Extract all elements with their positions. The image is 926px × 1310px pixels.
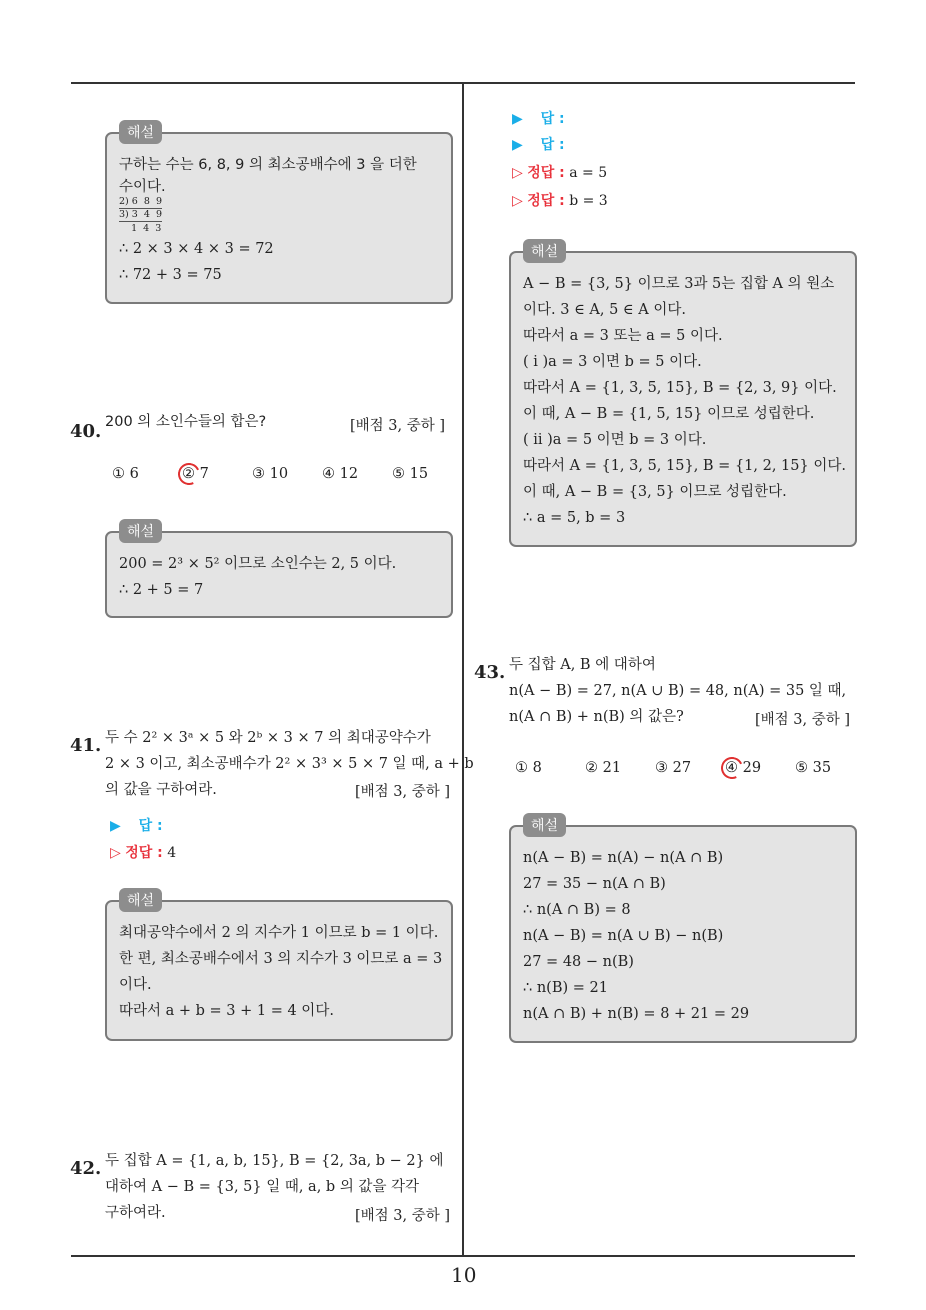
choice-1[interactable]: ① 8 — [515, 760, 542, 776]
answer-label: 답 : — [138, 818, 163, 834]
choice-1[interactable]: ① 6 — [112, 466, 139, 482]
play-triangle-icon: ▶ — [512, 111, 523, 127]
solution-line: ∴ n(B) = 21 — [523, 980, 608, 996]
solution-line: 한 편, 최소공배수에서 3 의 지수가 3 이므로 a = 3 — [119, 951, 443, 967]
q41-solution-box — [105, 893, 453, 1041]
q43-choices — [515, 760, 865, 776]
correct-answer-row — [512, 188, 608, 214]
choice-4[interactable]: ④ 12 — [322, 466, 359, 482]
solution-line: 따라서 a + b = 3 + 1 = 4 이다. — [119, 1003, 334, 1019]
correct-label: 정답 : — [527, 193, 565, 209]
question-line: n(A − B) = 27, n(A ∪ B) = 48, n(A) = 35 일 때, — [509, 683, 847, 699]
solution-tag: 해설 — [523, 239, 566, 263]
solution-line: 수이다. — [119, 179, 166, 195]
solution-line: 따라서 A = {1, 3, 5, 15}, B = {1, 2, 15} 이다. — [523, 458, 846, 474]
choice-2-marked[interactable] — [182, 466, 252, 482]
solution-line: A − B = {3, 5} 이므로 3과 5는 집합 A 의 원소 — [523, 276, 835, 292]
q39-solution-box — [105, 125, 453, 304]
choice-3[interactable]: ③ 10 — [252, 466, 289, 482]
outline-triangle-icon: ▷ — [512, 165, 523, 181]
solution-line: n(A − B) = n(A ∪ B) − n(B) — [523, 928, 724, 944]
question-line: 구하여라. — [105, 1205, 166, 1221]
solution-line: 이다. 3 ∈ A, 5 ∈ A 이다. — [523, 302, 686, 318]
q40-solution-box — [105, 524, 453, 618]
question-line: 의 값을 구하여라. — [105, 782, 217, 798]
answer-blank-row — [110, 813, 163, 839]
choice-2[interactable]: ② 21 — [585, 760, 622, 776]
column-divider — [462, 84, 464, 1256]
solution-line: ( i )a = 3 이면 b = 5 이다. — [523, 354, 702, 370]
choice-3[interactable]: ③ 27 — [655, 760, 692, 776]
solution-line: ∴ n(A ∩ B) = 8 — [523, 902, 631, 918]
question-number: 42. — [70, 1158, 102, 1179]
choice-5[interactable]: ⑤ 15 — [392, 466, 429, 482]
correct-answer-row — [512, 160, 607, 186]
solution-line: 200 = 2³ × 5² 이므로 소인수는 2, 5 이다. — [119, 556, 397, 572]
solution-line: 구하는 수는 6, 8, 9 의 최소공배수에 3 을 더한 — [119, 157, 417, 173]
correct-value: 4 — [167, 845, 177, 861]
solution-line: ∴ 2 + 5 = 7 — [119, 582, 204, 598]
page-number: 10 — [451, 1263, 477, 1287]
answer-label: 답 : — [540, 137, 565, 153]
solution-line: 따라서 A = {1, 3, 5, 15}, B = {2, 3, 9} 이다. — [523, 380, 837, 396]
correct-value: a = 5 — [569, 165, 608, 181]
solution-tag: 해설 — [119, 120, 162, 144]
choice-4-marked[interactable] — [725, 760, 795, 776]
correct-label: 정답 : — [527, 165, 565, 181]
solution-line: ∴ 2 × 3 × 4 × 3 = 72 — [119, 241, 274, 257]
answer-blank-row — [512, 132, 565, 158]
question-number: 41. — [70, 735, 102, 756]
solution-line: 이 때, A − B = {1, 5, 15} 이므로 성립한다. — [523, 406, 815, 422]
solution-line: 이다. — [119, 977, 152, 993]
solution-tag: 해설 — [119, 519, 162, 543]
outline-triangle-icon: ▷ — [512, 193, 523, 209]
answer-blank-row — [512, 106, 565, 132]
division-row: 3) 3 4 9 — [119, 209, 162, 220]
solution-line: ∴ 72 + 3 = 75 — [119, 267, 222, 283]
play-triangle-icon: ▶ — [110, 818, 121, 834]
question-text: 200 의 소인수들의 합은? — [105, 414, 267, 430]
solution-tag: 해설 — [523, 813, 566, 837]
correct-value: b = 3 — [569, 193, 608, 209]
solution-line: 이 때, A − B = {3, 5} 이므로 성립한다. — [523, 484, 787, 500]
score-label: [배점 3, 중하 ] — [350, 418, 446, 434]
solution-line: n(A − B) = n(A) − n(A ∩ B) — [523, 850, 724, 866]
bottom-rule — [71, 1255, 855, 1257]
score-label: [배점 3, 중하 ] — [755, 712, 851, 728]
question-line: 대하여 A − B = {3, 5} 일 때, a, b 의 값을 각각 — [105, 1179, 420, 1195]
solution-line: ∴ a = 5, b = 3 — [523, 510, 626, 526]
correct-label: 정답 : — [125, 845, 163, 861]
score-label: [배점 3, 중하 ] — [355, 784, 451, 800]
q43-solution-box — [509, 818, 857, 1043]
q40-choices — [112, 466, 462, 482]
solution-line: 따라서 a = 3 또는 a = 5 이다. — [523, 328, 723, 344]
play-triangle-icon: ▶ — [512, 137, 523, 153]
solution-line: 27 = 35 − n(A ∩ B) — [523, 876, 666, 892]
correct-answer-row — [110, 840, 176, 866]
solution-line: n(A ∩ B) + n(B) = 8 + 21 = 29 — [523, 1006, 750, 1022]
division-row: 2) 6 8 9 — [119, 196, 162, 207]
question-number: 40. — [70, 421, 102, 442]
choice-4-text: ④ 29 — [725, 760, 762, 776]
question-number: 43. — [474, 662, 506, 683]
solution-line: 27 = 48 − n(B) — [523, 954, 634, 970]
question-line: 두 수 2² × 3ᵃ × 5 와 2ᵇ × 3 × 7 의 최대공약수가 — [105, 730, 431, 746]
solution-line: 최대공약수에서 2 의 지수가 1 이므로 b = 1 이다. — [119, 925, 439, 941]
solution-tag: 해설 — [119, 888, 162, 912]
division-ladder — [119, 196, 439, 236]
answer-label: 답 : — [540, 111, 565, 127]
answer-circle-icon — [718, 754, 746, 782]
choice-2-text: ② 7 — [182, 466, 209, 482]
question-line: 두 집합 A, B 에 대하여 — [509, 657, 656, 673]
division-row: 1 4 3 — [119, 223, 162, 234]
answer-circle-icon — [175, 460, 203, 488]
outline-triangle-icon: ▷ — [110, 845, 121, 861]
q42-solution-box — [509, 244, 857, 547]
question-line: n(A ∩ B) + n(B) 의 값은? — [509, 709, 684, 725]
score-label: [배점 3, 중하 ] — [355, 1208, 451, 1224]
choice-5[interactable]: ⑤ 35 — [795, 760, 832, 776]
question-line: 두 집합 A = {1, a, b, 15}, B = {2, 3a, b − 2} 에 — [105, 1153, 444, 1169]
question-line: 2 × 3 이고, 최소공배수가 2² × 3³ × 5 × 7 일 때, a + b — [105, 756, 474, 772]
solution-line: ( ii )a = 5 이면 b = 3 이다. — [523, 432, 707, 448]
